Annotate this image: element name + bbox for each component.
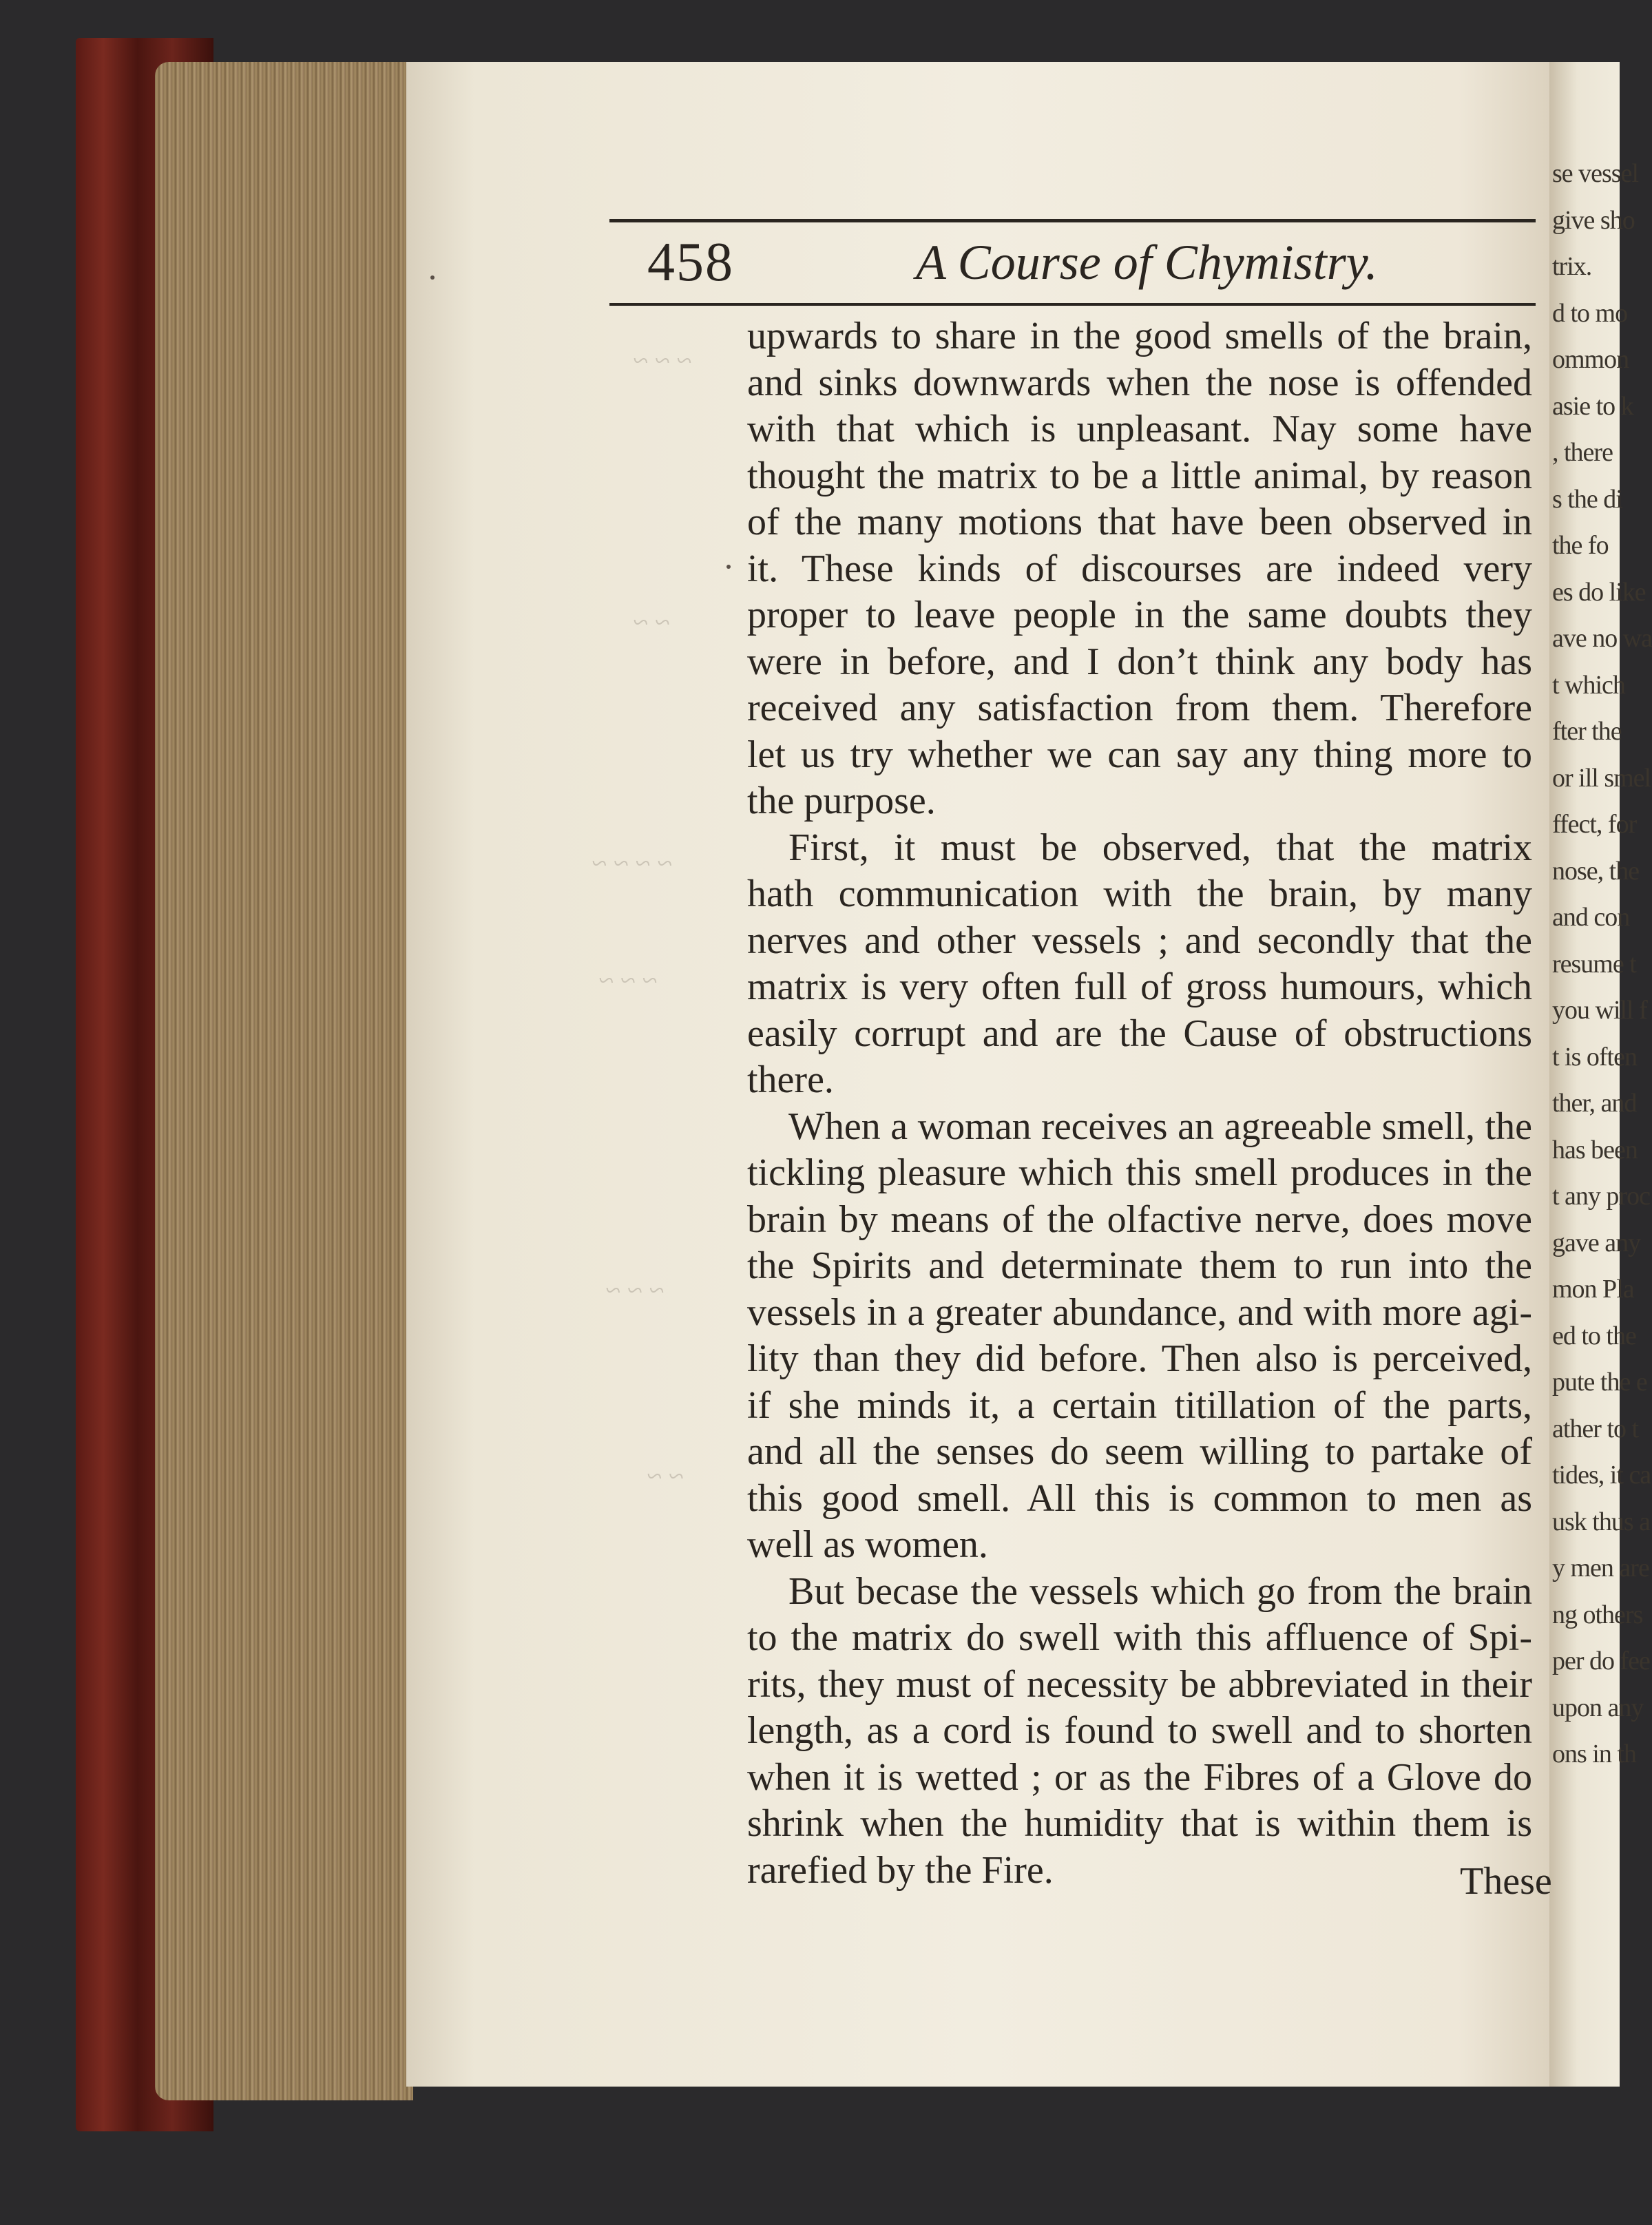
text-line: length, as a cord is found to swell and to shorten: [747, 1709, 1532, 1752]
show-through-mark: ~ ~ ~: [606, 1275, 665, 1306]
show-through-mark: ~ ~ ~: [634, 345, 692, 376]
show-through-mark: ~ ~ ~: [599, 965, 658, 996]
facing-page-text-fragment: ed to the: [1552, 1321, 1636, 1350]
text-line: shrink when the humidity that is within them is: [747, 1802, 1532, 1845]
text-line: with that which is unpleasant. Nay some have: [747, 408, 1532, 450]
facing-page-text-fragment: y men are: [1552, 1554, 1649, 1582]
facing-page-text-fragment: trix.: [1552, 252, 1592, 281]
text-line: it. These kinds of discourses are indeed very: [747, 547, 1532, 590]
text-line: and all the senses do seem willing to partake of: [747, 1430, 1532, 1473]
text-line: nerves and other vessels ; and secondly that the: [747, 919, 1532, 962]
facing-page: [1549, 62, 1652, 2087]
facing-page-text-fragment: ther, and: [1552, 1089, 1637, 1118]
header-rule-bottom: [609, 303, 1536, 306]
facing-page-text-fragment: es do like: [1552, 577, 1646, 607]
header-rule-top: [609, 219, 1536, 222]
facing-page-text-fragment: t any proc: [1552, 1182, 1650, 1211]
facing-page-text-fragment: ng others: [1552, 1600, 1643, 1629]
facing-page-text-fragment: tides, it ca: [1552, 1461, 1651, 1490]
facing-page-text-fragment: upon any: [1552, 1693, 1644, 1722]
facing-page-text-fragment: you will f: [1552, 996, 1647, 1025]
running-title: A Course of Chymistry.: [916, 235, 1378, 290]
text-line: well as women.: [747, 1523, 988, 1566]
facing-page-text-fragment: pute the e: [1552, 1368, 1647, 1397]
text-line: hath communication with the brain, by many: [747, 873, 1532, 915]
text-line: brain by means of the olfactive nerve, does move: [747, 1198, 1532, 1241]
text-line: upwards to share in the good smells of the brain,: [747, 315, 1532, 357]
facing-page-text-fragment: s the di: [1552, 484, 1622, 514]
facing-page-text-fragment: d to mo: [1552, 298, 1628, 328]
text-line: were in before, and I don’t think any body has: [747, 640, 1532, 683]
text-line: tickling pleasure which this smell produces in the: [747, 1151, 1532, 1194]
show-through-mark: ~ ~: [634, 607, 671, 638]
page-number: 458: [647, 232, 734, 293]
facing-page-text-fragment: se vessel: [1552, 159, 1639, 188]
text-line: this good smell. All this is common to men as: [747, 1476, 1532, 1520]
catchword: These: [1460, 1860, 1552, 1903]
facing-page-text-fragment: , there: [1552, 438, 1613, 467]
facing-page-text-fragment: per do fee: [1552, 1647, 1650, 1675]
text-line: rarefied by the Fire.: [747, 1848, 1054, 1892]
text-line: when it is wetted ; or as the Fibres of a Glove do: [747, 1755, 1532, 1799]
facing-page-text-fragment: t which: [1552, 670, 1625, 700]
text-line: First, it must be observed, that the matrix: [788, 826, 1532, 869]
facing-page-text-fragment: gave any: [1552, 1228, 1641, 1257]
facing-page-text-fragment: ffect, for: [1552, 810, 1637, 839]
facing-page-text-fragment: t is often: [1552, 1042, 1637, 1072]
text-line: let us try whether we can say any thing more to: [747, 733, 1532, 776]
text-line: When a woman receives an agreeable smell, the: [788, 1105, 1532, 1148]
facing-page-text-fragment: mon Pla: [1552, 1275, 1634, 1304]
facing-page-text-fragment: fter the: [1552, 717, 1622, 746]
facing-page-text-fragment: ather to t: [1552, 1414, 1639, 1443]
text-line: thought the matrix to be a little animal, by reason: [747, 454, 1532, 497]
text-line: and sinks downwards when the nose is offended: [747, 361, 1532, 404]
show-through-mark: ~ ~: [647, 1461, 684, 1492]
facing-page-text-fragment: ave no wa: [1552, 624, 1652, 653]
text-line: if she minds it, a certain titillation of the parts,: [747, 1383, 1532, 1427]
text-line: matrix is very often full of gross humours, which: [747, 965, 1532, 1008]
paper-speck: [430, 275, 435, 280]
facing-page-text-fragment: and con: [1552, 903, 1630, 932]
text-line: rits, they must of necessity be abbreviated in their: [747, 1662, 1532, 1706]
page-edges: [155, 62, 413, 2100]
facing-page-text-fragment: nose, the: [1552, 856, 1640, 886]
text-line: the Spirits and determinate them to run into the: [747, 1244, 1532, 1287]
text-line: there.: [747, 1058, 834, 1101]
text-line: of the many motions that have been observed in: [747, 501, 1532, 543]
facing-page-text-fragment: ons in th: [1552, 1740, 1636, 1768]
facing-page-text-fragment: asie to k: [1552, 391, 1633, 421]
paper-speck: [726, 565, 731, 569]
text-line: the purpose.: [747, 780, 936, 822]
facing-page-text-fragment: usk thus a: [1552, 1507, 1650, 1536]
text-line: But becase the vessels which go from the brain: [788, 1569, 1532, 1613]
facing-page-text-fragment: give sho: [1552, 205, 1635, 235]
text-line: easily corrupt and are the Cause of obstructions: [747, 1012, 1532, 1055]
text-line: vessels in a greater abundance, and with more agi-: [747, 1291, 1532, 1334]
facing-page-text-fragment: or ill smel: [1552, 763, 1651, 793]
facing-page-text-fragment: resume t: [1552, 949, 1636, 979]
body-text: [747, 313, 1532, 1894]
text-line: received any satisfaction from them. Therefore: [747, 687, 1532, 729]
text-line: proper to leave people in the same doubts they: [747, 594, 1532, 636]
facing-page-text-fragment: the fo: [1552, 531, 1609, 560]
text-line: lity than they did before. Then also is perceived,: [747, 1337, 1532, 1380]
facing-page-text-fragment: has been: [1552, 1135, 1638, 1164]
text-line: to the matrix do swell with this affluence of Spi-: [747, 1616, 1532, 1659]
show-through-mark: ~ ~ ~ ~: [592, 848, 673, 879]
facing-page-text-fragment: ommon: [1552, 345, 1629, 374]
